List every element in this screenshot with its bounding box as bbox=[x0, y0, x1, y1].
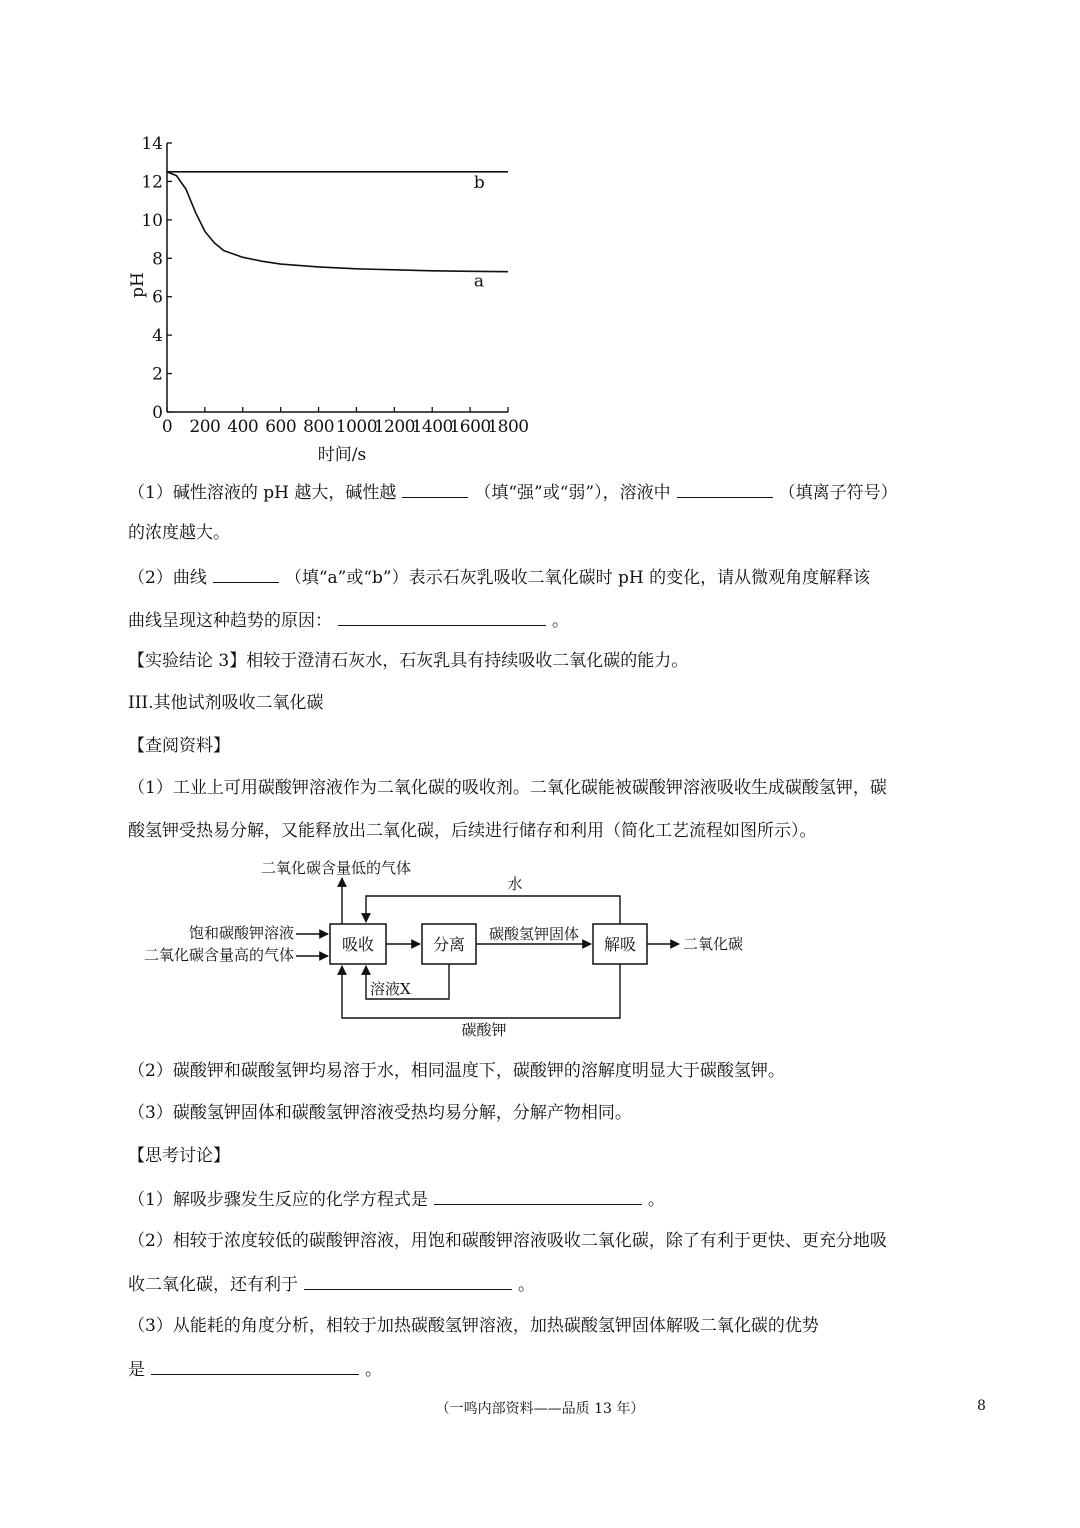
discussion-1-text: （1）解吸步骤发生反应的化学方程式是 bbox=[128, 1190, 428, 1210]
answer-blank-q2-curve[interactable] bbox=[213, 565, 279, 583]
question-1-line-2: 的浓度越大。 bbox=[128, 523, 230, 543]
discussion-2-end: 。 bbox=[518, 1275, 535, 1295]
y-tick-label: 4 bbox=[152, 326, 163, 347]
x-axis-label: 时间/s bbox=[317, 445, 367, 465]
y-tick-label: 8 bbox=[152, 249, 163, 270]
series-label-a: a bbox=[473, 271, 485, 292]
chart-ticks bbox=[141, 134, 528, 437]
x-tick-label: 600 bbox=[265, 417, 297, 437]
x-tick-label: 1800 bbox=[487, 417, 529, 437]
y-axis-label: pH bbox=[128, 272, 148, 298]
series-line-a bbox=[167, 172, 508, 272]
series-label-b: b bbox=[473, 172, 485, 193]
discussion-1 bbox=[128, 1187, 665, 1211]
y-tick-label: 6 bbox=[152, 287, 163, 308]
sat-k2co3-label: 饱和碳酸钾溶液 bbox=[188, 924, 294, 942]
discussion-heading: 【思考讨论】 bbox=[128, 1146, 230, 1166]
reference-3: （3）碳酸氢钾固体和碳酸氢钾溶液受热均易分解，分解产物相同。 bbox=[128, 1103, 632, 1123]
question-2-text-b: （填“a”或“b”）表示石灰乳吸收二氧化碳时 pH 的变化，请从微观角度解释该 bbox=[284, 568, 871, 588]
x-tick-label: 1000 bbox=[335, 417, 378, 437]
experiment-conclusion-3: 【实验结论 3】相较于澄清石灰水，石灰乳具有持续吸收二氧化碳的能力。 bbox=[128, 651, 689, 671]
absorb-label: 吸收 bbox=[341, 935, 375, 954]
answer-blank-d1-equation[interactable] bbox=[434, 1187, 642, 1205]
answer-blank-d2-benefit[interactable] bbox=[304, 1272, 512, 1290]
answer-blank-d3-advantage[interactable] bbox=[151, 1357, 359, 1375]
k2co3-label: 碳酸钾 bbox=[461, 1021, 507, 1039]
x-tick-label: 1600 bbox=[449, 417, 491, 437]
question-2-end: 。 bbox=[552, 611, 569, 631]
question-1-text-a: （1）碱性溶液的 pH 越大，碱性越 bbox=[128, 483, 397, 503]
question-2-line-1 bbox=[128, 565, 870, 589]
x-tick-label: 800 bbox=[303, 417, 335, 437]
x-tick-label: 200 bbox=[189, 417, 221, 437]
chart-axes bbox=[167, 143, 508, 412]
reference-2: （2）碳酸钾和碳酸氢钾均易溶于水，相同温度下，碳酸钾的溶解度明显大于碳酸氢钾。 bbox=[128, 1061, 785, 1081]
answer-blank-q1-ion[interactable] bbox=[677, 480, 773, 498]
footer-note: （一鸣内部资料——品质 13 年） bbox=[435, 1401, 645, 1417]
discussion-1-end: 。 bbox=[647, 1190, 665, 1210]
x-tick-label: 1200 bbox=[373, 417, 415, 437]
discussion-3-text: 是 bbox=[128, 1360, 145, 1380]
question-1-text-c: （填离子符号） bbox=[778, 483, 898, 503]
discussion-2-line-2 bbox=[128, 1272, 535, 1296]
section-heading-iii: III.其他试剂吸收二氧化碳 bbox=[128, 693, 324, 713]
y-tick-label: 10 bbox=[141, 210, 163, 231]
question-2-line-2 bbox=[128, 608, 569, 632]
question-2-text-c: 曲线呈现这种趋势的原因： bbox=[128, 611, 332, 631]
khco3-solid-label: 碳酸氢钾固体 bbox=[488, 925, 580, 943]
discussion-3-end: 。 bbox=[365, 1360, 382, 1380]
water-label: 水 bbox=[507, 875, 523, 893]
ph-chart bbox=[120, 125, 540, 470]
y-tick-label: 14 bbox=[141, 134, 163, 154]
arrow-water-recycle bbox=[366, 896, 620, 924]
reference-1-line-1: （1）工业上可用碳酸钾溶液作为二氧化碳的吸收剂。二氧化碳能被碳酸钾溶液吸收生成碳酸氢钾，碳 bbox=[128, 778, 887, 798]
reference-heading: 【查阅资料】 bbox=[128, 736, 230, 756]
question-1-text-b: （填“强”或“弱”），溶液中 bbox=[474, 483, 671, 503]
solution-x-label: 溶液X bbox=[370, 980, 411, 998]
low-co2-gas-label: 二氧化碳含量低的气体 bbox=[260, 859, 412, 877]
x-tick-label: 1400 bbox=[411, 417, 453, 437]
answer-blank-q2-reason[interactable] bbox=[338, 608, 546, 626]
question-1-line-1 bbox=[128, 480, 898, 504]
answer-blank-q1-strength[interactable] bbox=[402, 480, 468, 498]
discussion-2-text: 收二氧化碳，还有利于 bbox=[128, 1275, 298, 1295]
discussion-3-line-1: （3）从能耗的角度分析，相较于加热碳酸氢钾溶液，加热碳酸氢钾固体解吸二氧化碳的优势 bbox=[128, 1316, 819, 1336]
x-tick-label: 0 bbox=[161, 417, 173, 437]
co2-product-label: 二氧化碳 bbox=[683, 935, 744, 953]
page-number: 8 bbox=[977, 1398, 986, 1414]
y-tick-label: 2 bbox=[152, 364, 163, 385]
reference-1-line-2: 酸氢钾受热易分解，又能释放出二氧化碳，后续进行储存和利用（简化工艺流程如图所示）。 bbox=[128, 821, 817, 841]
x-tick-label: 400 bbox=[227, 417, 259, 437]
desorb-label: 解吸 bbox=[603, 935, 637, 954]
process-flow-diagram bbox=[120, 852, 760, 1047]
discussion-2-line-1: （2）相较于浓度较低的碳酸钾溶液，用饱和碳酸钾溶液吸收二氧化碳，除了有利于更快、更充分地吸 bbox=[128, 1231, 887, 1251]
y-tick-label: 12 bbox=[141, 172, 163, 193]
y-tick-label: 0 bbox=[152, 403, 163, 423]
question-2-text-a: （2）曲线 bbox=[128, 568, 207, 588]
discussion-3-line-2 bbox=[128, 1357, 382, 1381]
high-co2-gas-label: 二氧化碳含量高的气体 bbox=[143, 946, 294, 964]
chart-series bbox=[167, 172, 508, 292]
separate-label: 分离 bbox=[432, 935, 466, 954]
